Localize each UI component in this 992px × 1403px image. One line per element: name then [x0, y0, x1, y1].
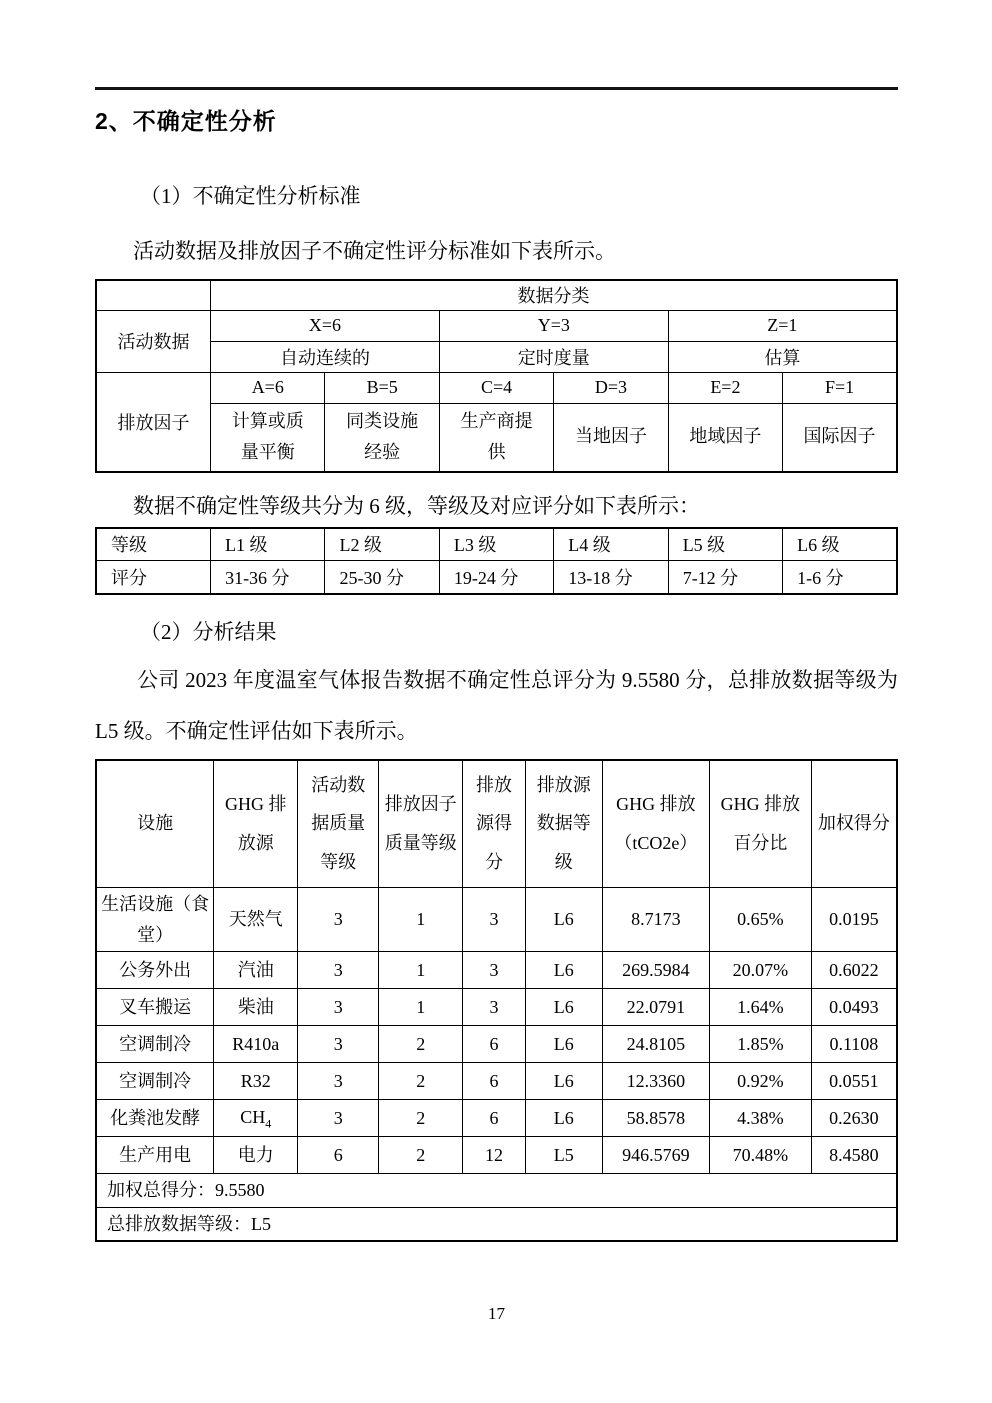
factor-score-cell: F=1 [783, 372, 897, 403]
scoring-criteria-table [95, 279, 898, 473]
score-cell: 6 [463, 1100, 525, 1137]
score-cell: 6 [463, 1026, 525, 1063]
emission-cell: 24.8105 [602, 1026, 709, 1063]
header-activity-data-grade: 活动数据质量等级 [298, 760, 379, 888]
assessment-row [96, 1137, 897, 1174]
subsection-2-title: （2）分析结果 [140, 619, 277, 644]
activity-score-cell: Z=1 [668, 310, 897, 341]
data-grade-cell: L6 [525, 1100, 602, 1137]
ad-grade-cell: 3 [298, 1100, 379, 1137]
section-heading: 2、不确定性分析 [95, 108, 277, 134]
data-grade-cell: L6 [525, 888, 602, 952]
weighted-total-cell: 加权总得分：9.5580 [96, 1174, 897, 1208]
ad-grade-cell: 3 [298, 888, 379, 952]
header-rule [95, 87, 898, 90]
data-grade-cell: L6 [525, 952, 602, 989]
assessment-row [96, 952, 897, 989]
ad-grade-cell: 3 [298, 952, 379, 989]
emission-cell: 8.7173 [602, 888, 709, 952]
score-cell: 12 [463, 1137, 525, 1174]
factor-score-cell: B=5 [325, 372, 439, 403]
percent-cell: 20.07% [710, 952, 812, 989]
factor-type-cell: 国际因子 [783, 403, 897, 472]
factor-type-cell: 地域因子 [668, 403, 782, 472]
assessment-row [96, 1100, 897, 1137]
source-cell: 柴油 [214, 989, 298, 1026]
score-cell: 3 [463, 952, 525, 989]
source-cell: R32 [214, 1063, 298, 1100]
grade-label-cell: 等级 [96, 528, 211, 561]
score-range-cell: 19-24 分 [439, 561, 553, 594]
assessment-grade-row [96, 1207, 897, 1241]
assessment-row [96, 989, 897, 1026]
activity-type-cell: 自动连续的 [211, 341, 440, 372]
factor-score-cell: D=3 [554, 372, 668, 403]
corner-cell [96, 280, 211, 310]
table-row [96, 310, 897, 341]
activity-data-label-cell: 活动数据 [96, 310, 211, 372]
score-range-cell: 7-12 分 [668, 561, 782, 594]
header-source-score: 排放源得分 [463, 760, 525, 888]
chemical-formula-subscript: 4 [265, 1116, 272, 1131]
ad-grade-cell: 3 [298, 1063, 379, 1100]
subsection-1-title: （1）不确定性分析标准 [140, 184, 361, 208]
facility-cell: 叉车搬运 [96, 989, 214, 1026]
data-grade-cell: L6 [525, 989, 602, 1026]
factor-type-cell: 计算或质量平衡 [211, 403, 325, 472]
chemical-formula-base: CH [240, 1107, 266, 1128]
grade-cell: L4 级 [554, 528, 668, 561]
grade-score-table [95, 527, 898, 595]
weighted-cell: 0.2630 [811, 1100, 897, 1137]
factor-type-cell: 生产商提供 [439, 403, 553, 472]
ef-grade-cell: 1 [379, 952, 463, 989]
facility-cell: 空调制冷 [96, 1063, 214, 1100]
facility-cell: 空调制冷 [96, 1026, 214, 1063]
assessment-row [96, 888, 897, 952]
facility-cell: 化粪池发酵 [96, 1100, 214, 1137]
source-cell [214, 1100, 298, 1137]
data-class-header-cell: 数据分类 [211, 280, 897, 310]
factor-type-cell: 同类设施经验 [325, 403, 439, 472]
facility-cell: 生活设施（食堂） [96, 888, 214, 952]
header-ghg-percent: GHG 排放百分比 [710, 760, 812, 888]
percent-cell: 1.64% [710, 989, 812, 1026]
grade-cell: L1 级 [211, 528, 325, 561]
source-cell: R410a [214, 1026, 298, 1063]
percent-cell: 70.48% [710, 1137, 812, 1174]
factor-score-cell: E=2 [668, 372, 782, 403]
table-row [96, 403, 897, 472]
grade-table-intro: 数据不确定性等级共分为 6 级，等级及对应评分如下表所示： [133, 493, 700, 518]
ef-grade-cell: 2 [379, 1137, 463, 1174]
facility-cell: 公务外出 [96, 952, 214, 989]
grade-cell: L2 级 [325, 528, 439, 561]
factor-type-cell: 当地因子 [554, 403, 668, 472]
assessment-total-row [96, 1174, 897, 1208]
score-cell: 6 [463, 1063, 525, 1100]
section-1-intro: 活动数据及排放因子不确定性评分标准如下表所示。 [133, 239, 616, 263]
grade-cell: L3 级 [439, 528, 553, 561]
activity-score-cell: Y=3 [439, 310, 668, 341]
header-ghg-source: GHG 排放源 [214, 760, 298, 888]
ad-grade-cell: 6 [298, 1137, 379, 1174]
score-range-cell: 25-30 分 [325, 561, 439, 594]
table-row [96, 561, 897, 594]
weighted-cell: 0.1108 [811, 1026, 897, 1063]
factor-score-cell: C=4 [439, 372, 553, 403]
weighted-cell: 0.0195 [811, 888, 897, 952]
percent-cell: 0.92% [710, 1063, 812, 1100]
weighted-cell: 0.6022 [811, 952, 897, 989]
score-label-cell: 评分 [96, 561, 211, 594]
weighted-cell: 8.4580 [811, 1137, 897, 1174]
percent-cell: 1.85% [710, 1026, 812, 1063]
emission-cell: 269.5984 [602, 952, 709, 989]
data-grade-cell: L6 [525, 1063, 602, 1100]
source-cell: 天然气 [214, 888, 298, 952]
overall-grade-cell: 总排放数据等级：L5 [96, 1207, 897, 1241]
section-2-body: 公司 2023 年度温室气体报告数据不确定性总评分为 9.5580 分，总排放数据等级为 L5 级。不确定性评估如下表所示。 [95, 667, 898, 743]
ad-grade-cell: 3 [298, 1026, 379, 1063]
score-range-cell: 1-6 分 [783, 561, 897, 594]
emission-factor-label-cell: 排放因子 [96, 372, 211, 472]
ef-grade-cell: 2 [379, 1100, 463, 1137]
table-row [96, 341, 897, 372]
activity-type-cell: 估算 [668, 341, 897, 372]
score-range-cell: 13-18 分 [554, 561, 668, 594]
header-source-data-grade: 排放源数据等级 [525, 760, 602, 888]
table-row [96, 280, 897, 310]
page-content [95, 87, 898, 1324]
page-number: 17 [488, 1304, 505, 1324]
percent-cell: 4.38% [710, 1100, 812, 1137]
header-emission-factor-grade: 排放因子质量等级 [379, 760, 463, 888]
header-weighted-score: 加权得分 [811, 760, 897, 888]
uncertainty-assessment-table [95, 759, 898, 1243]
activity-type-cell: 定时度量 [439, 341, 668, 372]
score-cell: 3 [463, 888, 525, 952]
activity-score-cell: X=6 [211, 310, 440, 341]
emission-cell: 946.5769 [602, 1137, 709, 1174]
emission-cell: 22.0791 [602, 989, 709, 1026]
emission-cell: 58.8578 [602, 1100, 709, 1137]
percent-cell: 0.65% [710, 888, 812, 952]
ef-grade-cell: 2 [379, 1026, 463, 1063]
data-grade-cell: L6 [525, 1026, 602, 1063]
weighted-cell: 0.0493 [811, 989, 897, 1026]
score-range-cell: 31-36 分 [211, 561, 325, 594]
header-facility: 设施 [96, 760, 214, 888]
ef-grade-cell: 2 [379, 1063, 463, 1100]
ef-grade-cell: 1 [379, 888, 463, 952]
facility-cell: 生产用电 [96, 1137, 214, 1174]
table-row [96, 528, 897, 561]
score-cell: 3 [463, 989, 525, 1026]
ef-grade-cell: 1 [379, 989, 463, 1026]
assessment-header-row [96, 760, 897, 888]
ad-grade-cell: 3 [298, 989, 379, 1026]
emission-cell: 12.3360 [602, 1063, 709, 1100]
assessment-row [96, 1026, 897, 1063]
assessment-row [96, 1063, 897, 1100]
source-cell: 汽油 [214, 952, 298, 989]
grade-cell: L6 级 [783, 528, 897, 561]
header-ghg-emission: GHG 排放（tCO2e） [602, 760, 709, 888]
table-row [96, 372, 897, 403]
weighted-cell: 0.0551 [811, 1063, 897, 1100]
source-cell: 电力 [214, 1137, 298, 1174]
data-grade-cell: L5 [525, 1137, 602, 1174]
factor-score-cell: A=6 [211, 372, 325, 403]
grade-cell: L5 级 [668, 528, 782, 561]
